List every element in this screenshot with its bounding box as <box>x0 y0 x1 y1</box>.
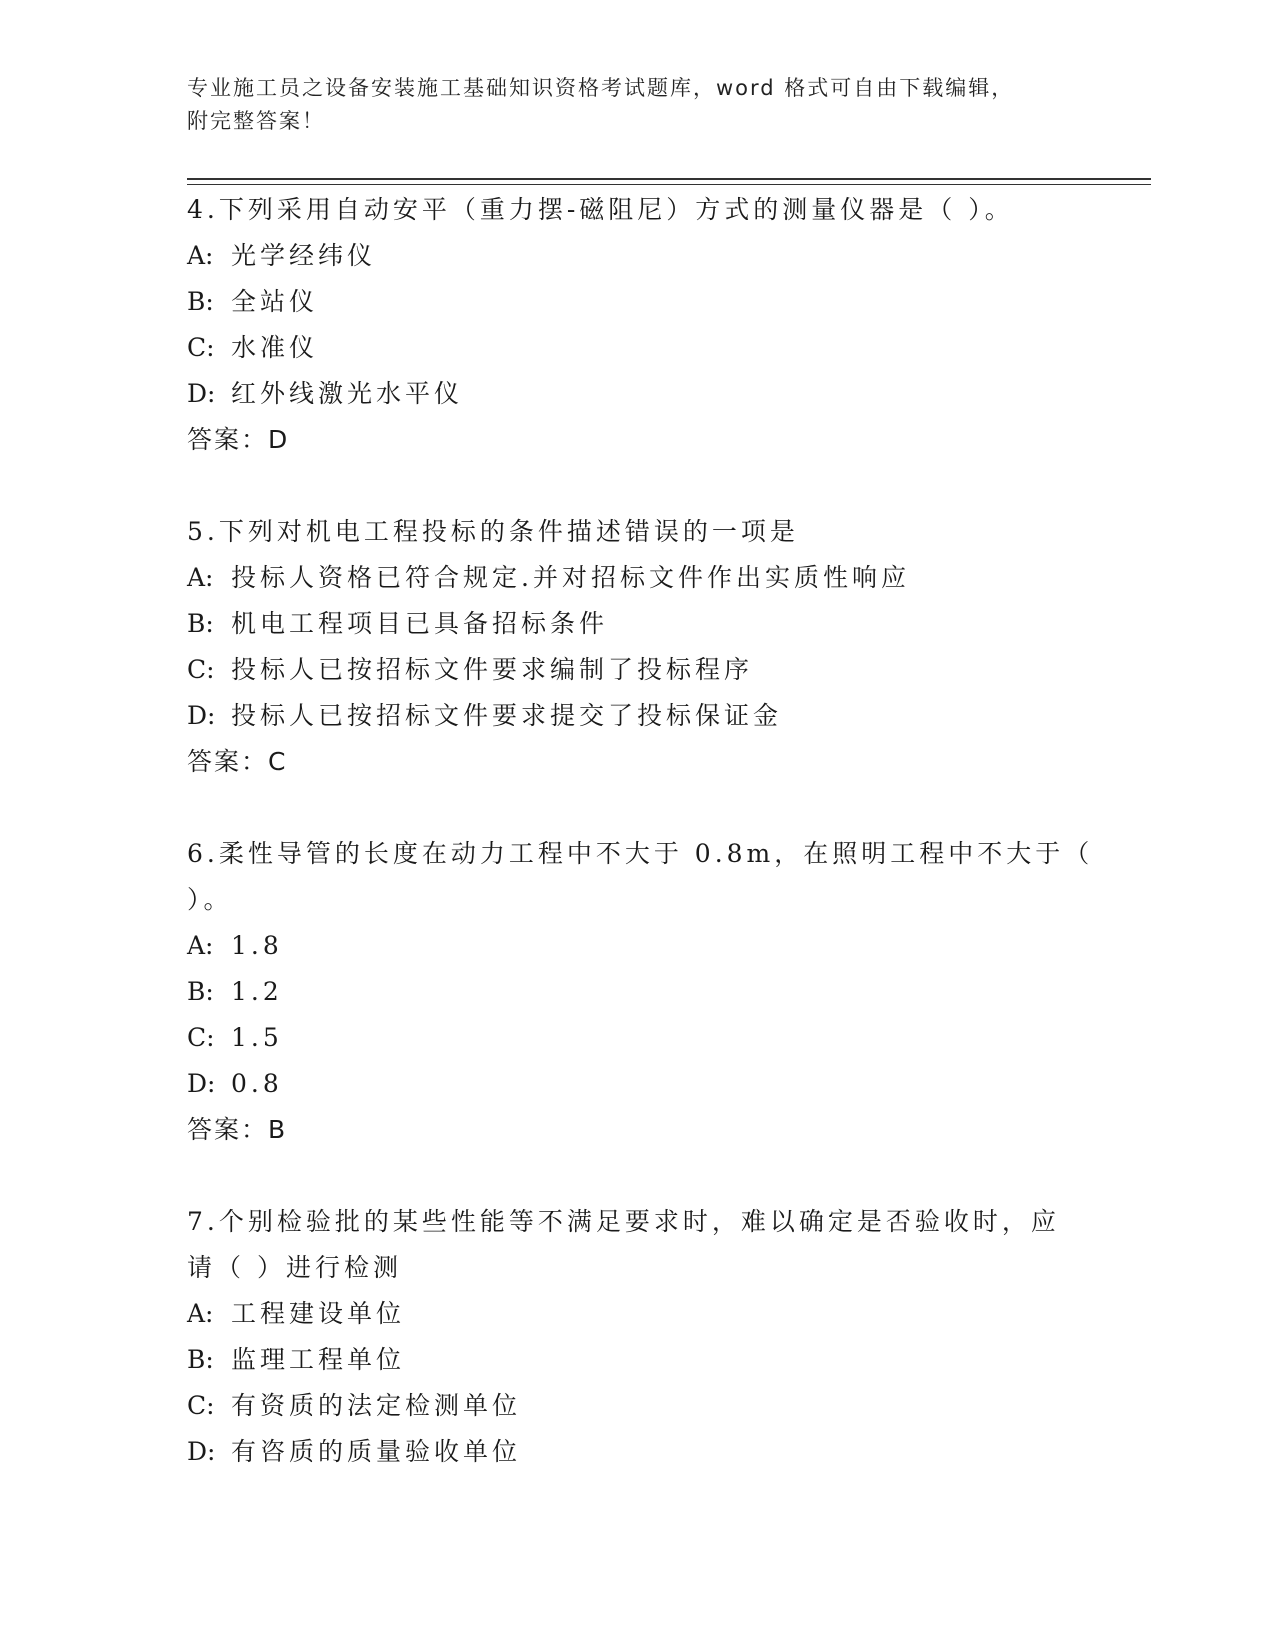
option-row <box>187 1291 1087 1337</box>
document-header <box>187 72 1087 138</box>
answer-line: 答案：B <box>187 1115 288 1144</box>
option-text: 工程建设单位 <box>231 1299 406 1328</box>
spacer <box>187 463 1087 509</box>
option-letter: A: <box>187 931 214 960</box>
option-text: 1.8 <box>231 931 283 960</box>
question-stem: 6.柔性导管的长度在动力工程中不大于 0.8m，在照明工程中不大于（ <box>187 839 1094 868</box>
question-stem-continued: 请（ ）进行检测 <box>187 1253 402 1282</box>
option-text: 1.5 <box>231 1023 283 1052</box>
option-text: 有咨质的质量验收单位 <box>231 1437 522 1466</box>
header-line-2: 附完整答案！ <box>187 109 325 133</box>
question-stem: 4.下列采用自动安平（重力摆-磁阻尼）方式的测量仪器是（ ）。 <box>187 195 1014 224</box>
option-row <box>187 1337 1087 1383</box>
question-stem: 5.下列对机电工程投标的条件描述错误的一项是 <box>187 517 799 546</box>
option-letter: C: <box>187 655 215 684</box>
option-text: 水准仪 <box>231 333 319 362</box>
option-row <box>187 969 1087 1015</box>
option-letter: C: <box>187 1391 215 1420</box>
option-letter: B: <box>187 609 214 638</box>
option-letter: D: <box>187 701 216 730</box>
option-letter: C: <box>187 333 215 362</box>
header-divider-thick <box>187 178 1151 180</box>
option-letter: A: <box>187 563 214 592</box>
option-row <box>187 923 1087 969</box>
option-letter: B: <box>187 287 214 316</box>
answer-line: 答案：D <box>187 425 290 454</box>
option-text: 光学经纬仪 <box>231 241 377 270</box>
option-row <box>187 371 1087 417</box>
option-row <box>187 1383 1087 1429</box>
option-row <box>187 647 1087 693</box>
option-row <box>187 325 1087 371</box>
option-row <box>187 1015 1087 1061</box>
option-row <box>187 279 1087 325</box>
header-line-1: 专业施工员之设备安装施工基础知识资格考试题库，word 格式可自由下载编辑， <box>187 76 1015 100</box>
option-letter: C: <box>187 1023 215 1052</box>
option-text: 红外线激光水平仪 <box>231 379 464 408</box>
question-stem-continued: ）。 <box>187 885 233 914</box>
option-row <box>187 555 1087 601</box>
option-text: 1.2 <box>231 977 283 1006</box>
question-stem: 7.个别检验批的某些性能等不满足要求时，难以确定是否验收时，应 <box>187 1207 1060 1236</box>
option-row <box>187 1429 1087 1475</box>
answer-line: 答案：C <box>187 747 288 776</box>
option-row <box>187 693 1087 739</box>
option-text: 监理工程单位 <box>231 1345 406 1374</box>
option-text: 全站仪 <box>231 287 319 316</box>
option-letter: D: <box>187 379 216 408</box>
option-text: 0.8 <box>231 1069 283 1098</box>
option-letter: A: <box>187 241 214 270</box>
option-letter: D: <box>187 1437 216 1466</box>
option-text: 投标人已按招标文件要求提交了投标保证金 <box>231 701 783 730</box>
option-text: 投标人资格已符合规定.并对招标文件作出实质性响应 <box>231 563 910 592</box>
option-letter: B: <box>187 977 214 1006</box>
spacer <box>187 785 1087 831</box>
spacer <box>187 1153 1087 1199</box>
option-text: 机电工程项目已具备招标条件 <box>231 609 609 638</box>
option-letter: B: <box>187 1345 214 1374</box>
option-letter: A: <box>187 1299 214 1328</box>
question-list <box>187 187 1094 1475</box>
header-divider-thin <box>187 184 1151 185</box>
option-row <box>187 233 1087 279</box>
option-letter: D: <box>187 1069 216 1098</box>
option-text: 投标人已按招标文件要求编制了投标程序 <box>231 655 754 684</box>
option-row <box>187 1061 1087 1107</box>
option-text: 有资质的法定检测单位 <box>231 1391 522 1420</box>
option-row <box>187 601 1087 647</box>
